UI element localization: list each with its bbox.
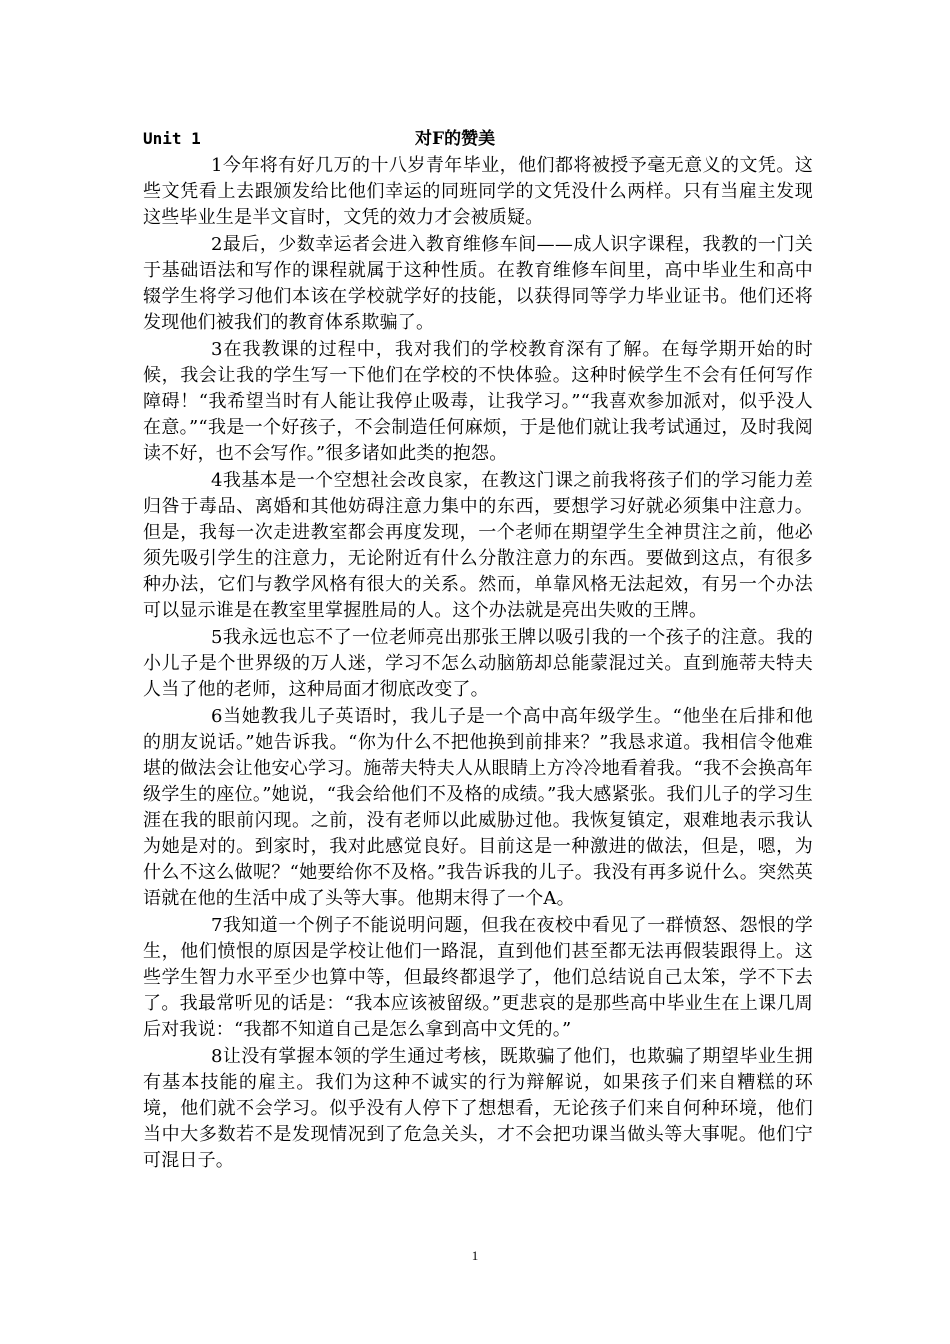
paragraph-6: 6当她教我儿子英语时，我儿子是一个高中高年级学生。“他坐在后排和他的朋友说话。”她告诉我。“你为什么不把他换到前排来？”我恳求道。我相信令他难堪的做法会让他安心学习。施蒂夫特夫人从眼睛上方冷冷地看着我。“我不会换高年级学生的座位。”她说，“我会给他们不及格的成绩。”我大感紧张。我们儿子的学习生涯在我的眼前闪现。之前，没有老师以此威胁过他。我恢复镇定，艰难地表示我认为她是对的。到家时，我对此感觉良好。目前这是一种激进的做法，但是，嗯，为什么不这么做呢？“她要给你不及格。”我告诉我的儿子。我没有再多说什么。突然英语就在他的生活中成了头等大事。他期末得了一个A。 — [143, 706, 813, 909]
page-number: 1 — [471, 1248, 479, 1263]
paragraph-8: 8让没有掌握本领的学生通过考核，既欺骗了他们，也欺骗了期望毕业生拥有基本技能的雇主。我们为这种不诚实的行为辩解说，如果孩子们来自糟糕的环境，他们就不会学习。似乎没有人停下了想想看，无论孩子们来自何种环境，他们当中大多数若不是发现情况到了危急关头，才不会把功课当做头等大事呢。他们宁可混日子。 — [143, 1046, 813, 1171]
document-title: 对F的赞美 — [415, 129, 496, 149]
document-body — [143, 125, 813, 1175]
paragraph-4: 4我基本是一个空想社会改良家，在教这门课之前我将孩子们的学习能力差归咎于毒品、离婚和其他妨碍注意力集中的东西，要想学习好就必须集中注意力。但是，我每一次走进教室都会再度发现，一个老师在期望学生全神贯注之前，他必须先吸引学生的注意力，无论附近有什么分散注意力的东西。要做到这点，有很多种办法，它们与教学风格有很大的关系。然而，单靠风格无法起效，有另一个办法可以显示谁是在教室里掌握胜局的人。这个办法就是亮出失败的王牌。 — [143, 470, 813, 621]
paragraph-2: 2最后，少数幸运者会进入教育维修车间——成人识字课程，我教的一门关于基础语法和写作的课程就属于这种性质。在教育维修车间里，高中毕业生和高中辍学生将学习他们本该在学校就学好的技能，以获得同等学力毕业证书。他们还将发现他们被我们的教育体系欺骗了。 — [143, 234, 813, 333]
paragraph-1: 1今年将有好几万的十八岁青年毕业，他们都将被授予毫无意义的文凭。这些文凭看上去跟颁发给比他们幸运的同班同学的文凭没什么两样。只有当雇主发现这些毕业生是半文盲时，文凭的效力才会被质疑。 — [143, 155, 813, 228]
paragraph-7: 7我知道一个例子不能说明问题，但我在夜校中看见了一群愤怒、怨恨的学生，他们愤恨的原因是学校让他们一路混，直到他们甚至都无法再假装跟得上。这些学生智力水平至少也算中等，但最终都退学了，他们总结说自己太笨，学不下去了。我最常听见的话是：“我本应该被留级。”更悲哀的是那些高中毕业生在上课几周后对我说：“我都不知道自己是怎么拿到高中文凭的。” — [143, 915, 813, 1040]
unit-label: Unit 1 — [143, 129, 201, 148]
paragraph-5: 5我永远也忘不了一位老师亮出那张王牌以吸引我的一个孩子的注意。我的小儿子是个世界级的万人迷，学习不怎么动脑筋却总能蒙混过关。直到施蒂夫特夫人当了他的老师，这种局面才彻底改变了。 — [143, 627, 813, 700]
document-header — [143, 125, 813, 153]
paragraph-3: 3在我教课的过程中，我对我们的学校教育深有了解。在每学期开始的时候，我会让我的学生写一下他们在学校的不快体验。这种时候学生不会有任何写作障碍！“我希望当时有人能让我停止吸毒，让我学习。”“我喜欢参加派对，似乎没人在意。”“我是一个好孩子，不会制造任何麻烦，于是他们就让我考试通过，及时我阅读不好，也不会写作。”很多诸如此类的抱怨。 — [143, 339, 813, 464]
